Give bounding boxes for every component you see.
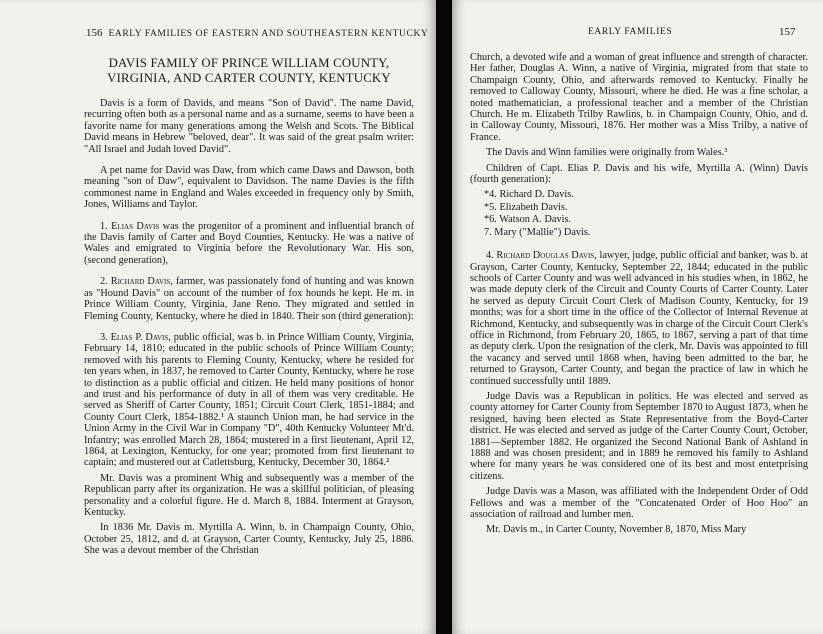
page-number-left: 156 xyxy=(86,27,103,39)
right-text-column xyxy=(470,52,808,540)
running-head-left-text: EARLY FAMILIES OF EASTERN AND SOUTHEASTERN KENTUCKY xyxy=(108,29,429,39)
entry-name: Elias P. Davis, xyxy=(110,331,171,343)
genealogy-entry-2 xyxy=(84,276,414,322)
entry-text: public official, was b. in Prince William County, Virginia, February 14, 1810; educated in the public schools of Prince William County; removed with his parents to Fleming County, Kentucky, where he resided for ten years when, in 1837, he removed to Carter County, Kentucky, where he rose to distinction as a public official and citizen. He held many positions of honor and trust and his performance of duty in all of them was very creditable. He served as Sheriff of Carter County, 1851; Circuit Court Clerk, 1851-1884; and County Court Clerk, 1854-1882.¹ A staunch Union man, he had service in the Union Army in the Civil War in Company "D", 40th Kentucky Volunteer Mt'd. Infantry; was enrolled March 28, 1864; mustered in a first lieutenant, April 12, 1864, at Lexington, Kentucky, for one year; promoted from first lieutenant to captain; and mustered out at Catlettsburg, Kentucky, December 30, 1864.² xyxy=(84,331,414,469)
left-text-column xyxy=(84,56,414,561)
family-title-line-2: VIRGINIA, AND CARTER COUNTY, KENTUCKY xyxy=(107,71,391,85)
page-number-right: 157 xyxy=(779,26,796,38)
paragraph: Mr. Davis was a prominent Whig and subsequently was a member of the Republican party after its organization. He was a skillful politician, of pleasing personality and a colorful figure. He d. March 8, 1884. Interment at Grayson, Kentucky. xyxy=(84,472,414,518)
paragraph: Judge Davis was a Republican in politics. He was elected and served as county attorney for Carter County from September 1870 to August 1873, when he resigned, having been elected as State Representative from the Boyd-Carter district. He was elected and served as judge of the Carter County Court, October, 1881—September 1882. He organized the Second National Bank of Ashland in 1888 and was chosen president; and in 1889 he removed his family to Ashland where for many years he was considered one of its best and most enterprising citizens. xyxy=(470,390,808,482)
child-list-item: *5. Elizabeth Davis. xyxy=(484,201,568,213)
genealogy-entry-3 xyxy=(84,332,414,469)
child-list-item: 7. Mary ("Mallie") Davis. xyxy=(484,226,591,238)
genealogy-entry-1 xyxy=(84,221,414,267)
paragraph: Davis is a form of Davids, and means "Son of David". The name David, recurring often both as a personal name and as a surname, seems to have been a favorite name for many generations among the Welsh and Scots. The Biblical David means in Hebrew "beloved, dear". It was said of the great psalm writer: "All Israel and Judah loved David". xyxy=(84,98,414,155)
entry-number: 2. xyxy=(100,276,108,288)
child-list-item: *4. Richard D. Davis. xyxy=(484,189,574,201)
paragraph: Church, a devoted wife and a woman of great influence and strength of character. Her father, Douglas A. Winn, a native of Virginia, migrated from that state to Champaign County, Ohio, and afterwards removed to Kentucky. Finally he removed to Calloway County, Missouri, where he died. He was a fine scholar, a noted mathematician, a professional teacher and a member of the Christian Church. He m. Elizabeth Trilby Rawlins, b. in Champaign County, Ohio, and d. in Calloway County, Missouri, 1876. Her mother was a Miss Trilby, a native of France. xyxy=(470,52,808,143)
genealogy-entry-4 xyxy=(470,250,808,387)
paragraph: In 1836 Mr. Davis m. Myrtilla A. Winn, b. in Champaign County, Ohio, October 25, 1812, and d. at Grayson, Carter County, Kentucky, July 25, 1886. She was a devout member of the Christian xyxy=(84,522,414,557)
entry-text: farmer, was passionately fond of hunting and was known as "Hound Davis" on account of the number of fox hounds he kept. He m. in Prince William County, Virginia, Jane Reno. They migrated and settled in Fleming County, Kentucky, where he died in 1840. Their son (third generation): xyxy=(84,276,414,322)
running-head-right: EARLY FAMILIES xyxy=(588,27,673,37)
entry-text: was the progenitor of a prominent and influential branch of the Davis family of Carter and Boyd Counties, Kentucky. He was a native of Wales and emigrated to Virginia before the Revolutionary War. His son, (second generation), xyxy=(84,220,415,266)
paragraph: Judge Davis was a Mason, was affiliated with the Independent Order of Odd Fellows and was a member of the "Concatenated Order of Hoo Hoo" an association of railroad and lumber men. xyxy=(470,486,808,521)
paragraph: The Davis and Winn families were originally from Wales.³ xyxy=(486,147,728,159)
entry-text: lawyer, judge, public official and banker, was b. at Grayson, Carter County, Kentucky, September 22, 1844; educated in the public schools of Carter County and was well advanced in his studies when, in 1862, he was made deputy clerk of the Circuit and County Courts of Carter County. Later he served as deputy Circuit Court Clerk of Madison County, Kentucky, for 19 months; was for a short time in the office of the Collector of Internal Revenue at Richmond, Kentucky, and subsequently was in charge of the Circuit Court Clerk's office in Richmond, from February 20, 1865, to 1867, serving a part of that time as deputy clerk. Upon the resignation of the clerk, Mr. Davis was appointed to fill the vacancy and served until 1868 when, having been admitted to the bar, he returned to Grayson, Carter County, and began the practice of law in which he continued successfully until 1889. xyxy=(470,250,809,387)
paragraph: Children of Capt. Elias P. Davis and his wife, Myrtilla A. (Winn) Davis (fourth generation): xyxy=(470,162,808,186)
entry-number: 1. xyxy=(100,220,108,232)
family-title xyxy=(84,56,414,86)
entry-number: 3. xyxy=(100,331,108,343)
paragraph: A pet name for David was Daw, from which came Daws and Dawson, both meaning "son of Daw", equivalent to Davidson. The name Davies is the fifth commonest name in England and Wales exceeded in frequency only by Smith, Jones, Williams and Taylor. xyxy=(84,165,414,211)
entry-name: Richard Douglas Davis, xyxy=(496,250,597,262)
running-head-left xyxy=(86,27,428,39)
family-title-line-1: DAVIS FAMILY OF PRINCE WILLIAM COUNTY, xyxy=(108,56,390,70)
entry-name: Elias Davis xyxy=(111,220,160,232)
paragraph: Mr. Davis m., in Carter County, November 8, 1870, Miss Mary xyxy=(486,524,747,536)
book-gutter xyxy=(436,0,452,634)
child-list-item: *6. Watson A. Davis. xyxy=(484,214,572,226)
entry-number: 4. xyxy=(486,250,494,262)
right-page xyxy=(452,0,823,634)
entry-name: Richard Davis, xyxy=(110,276,173,288)
